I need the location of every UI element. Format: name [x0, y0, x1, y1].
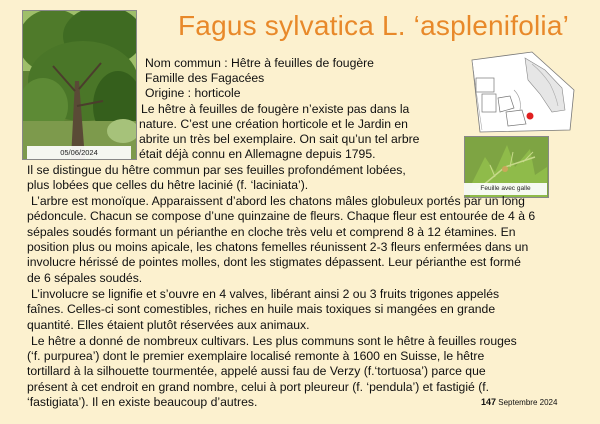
garden-map	[470, 50, 578, 134]
tree-photo	[22, 10, 137, 160]
common-name-line: Nom commun : Hêtre à feuilles de fougère	[145, 56, 374, 70]
body-text-line: L’involucre se lignifie et s’ouvre en 4 valves, libérant ainsi 2 ou 3 fruits trigones appelés	[31, 287, 500, 301]
body-text-line: Il se distingue du hêtre commun par ses feuilles profondément lobées,	[27, 163, 406, 177]
body-text-line: présent à cet endroit en grand nombre, celui à port pleureur (f. ‘pendula’) et fastigié (f.	[27, 380, 490, 394]
body-text-line: ‘fastigiata’). Il en existe beaucoup d’autres.	[27, 395, 258, 409]
body-text-line: L’arbre est monoïque. Apparaissent d’abord les chatons mâles globuleux portés par un long	[31, 194, 525, 208]
body-text-line: quantité. Elles étaient plutôt réservées aux animaux.	[27, 318, 310, 332]
body-text-line: involucre hérissé de pointes molles, dont les stigmates dépassent. Leur périanthe est formé	[27, 255, 521, 269]
body-text-line: (‘f. purpurea’) dont le premier exemplaire localisé remonte à 1600 en Suisse, le hêtre	[27, 349, 485, 363]
body-text-line: sépales soudés formant un périanthe en cloche très velu et comprend 8 à 12 étamines. En	[27, 225, 516, 239]
photo-date: 05/06/2024	[27, 146, 131, 159]
leaf-caption: Feuille avec galle	[464, 183, 547, 195]
body-text-line: position plus ou moins apicale, les chatons femelles réunissent 2-3 fleurs enfermées dans un	[27, 240, 529, 254]
body-text-line: faînes. Celles-ci sont comestibles, riches en huile mais toxiques si mangées en grande	[27, 302, 496, 316]
body-text-line: tortillard à la silhouette tourmentée, appelé aussi fau de Verzy (f.‘tortuosa’) parce que	[27, 364, 486, 378]
body-text-line: plus lobées que celles du hêtre lacinié (f. ‘laciniata’).	[27, 178, 309, 192]
page-footer	[481, 397, 557, 407]
body-text-line: de 6 sépales soudés.	[27, 271, 143, 285]
page-title: Fagus sylvatica L. ‘asplenifolia’	[178, 10, 570, 41]
body-text-line: Le hêtre a donné de nombreux cultivars. Les plus communs sont le hêtre à feuilles rouges	[31, 334, 517, 348]
location-marker-icon	[527, 113, 534, 120]
body-text-line: était déjà connu en Allemagne depuis 1795.	[139, 147, 376, 161]
body-text-line: nature. C’est une création horticole et le Jardin en	[139, 117, 408, 131]
body-text-line: abrite un très bel exemplaire. On sait qu’un tel arbre	[139, 132, 420, 146]
page-number: 147	[481, 397, 497, 407]
body-text-line: Le hêtre à feuilles de fougère n’existe pas dans la	[141, 102, 410, 116]
family-line: Famille des Fagacées	[145, 71, 265, 85]
origin-line: Origine : horticole	[145, 86, 241, 100]
body-text-line: pédoncule. Chacun se compose d’une quinzaine de fleurs. Chaque fleur est entourée de 4 à 6	[27, 209, 536, 223]
footer-date: Septembre 2024	[498, 398, 558, 407]
